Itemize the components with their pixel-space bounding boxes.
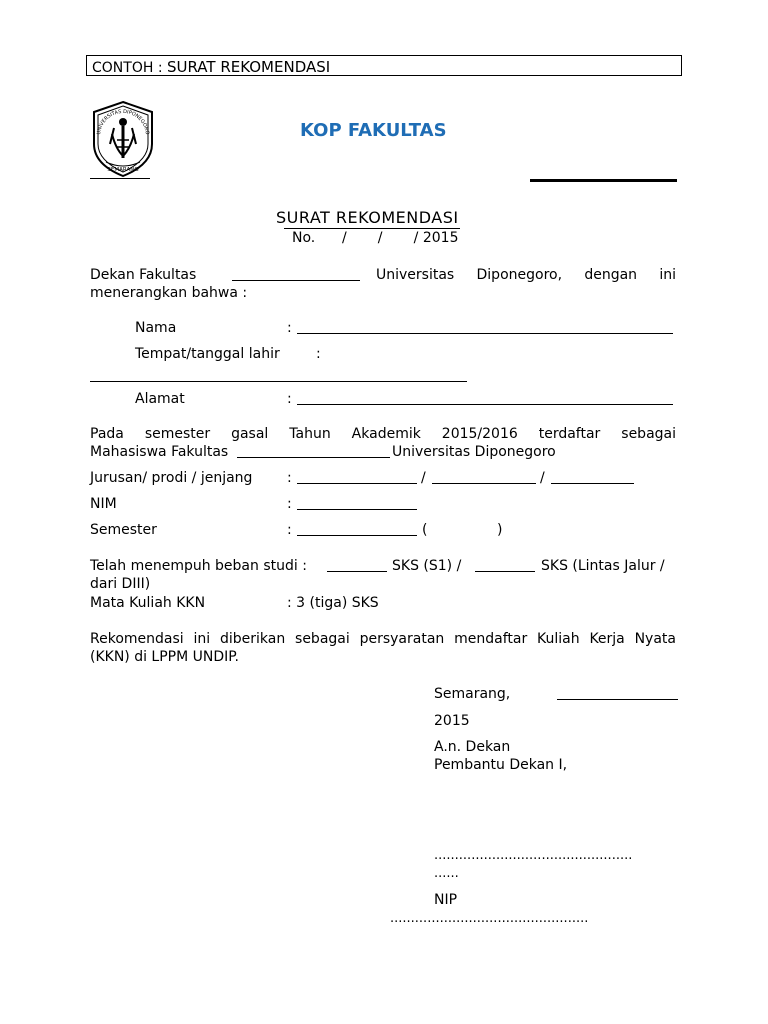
beban-studi-dari-diii: dari DIII): [90, 576, 151, 592]
field-colon: :: [287, 470, 292, 486]
intro-dekan-fakultas: Dekan Fakultas: [90, 267, 197, 283]
field-colon: :: [287, 496, 292, 512]
field-colon: :: [287, 320, 292, 336]
university-logo: [90, 100, 156, 178]
semester-paragraph-mahasiswa: Mahasiswa Fakultas: [90, 444, 229, 460]
letter-title: SURAT REKOMENDASI: [276, 208, 459, 227]
kkn-value: : 3 (tiga) SKS: [287, 595, 379, 611]
field-label-nim: NIM: [90, 496, 117, 512]
jenjang-blank: [551, 472, 634, 484]
nama-blank: [297, 322, 673, 334]
intro-menerangkan: menerangkan bahwa :: [90, 285, 248, 301]
sks-s1-blank: [327, 560, 387, 572]
signature-an-dekan: A.n. Dekan: [434, 739, 511, 755]
field-label-jurusan: Jurusan/ prodi / jenjang: [90, 470, 253, 486]
field-label-alamat: Alamat: [135, 391, 185, 407]
paren-close: ): [497, 522, 503, 538]
semester-blank: [297, 524, 417, 536]
signature-year: 2015: [434, 713, 470, 729]
prodi-blank: [432, 472, 536, 484]
field-colon: :: [316, 346, 321, 362]
field-colon: :: [287, 522, 292, 538]
rekomendasi-paragraph-line1: Rekomendasi ini diberikan sebagai persyaratan mendaftar Kuliah Kerja Nyata: [90, 631, 676, 647]
university-seal-icon: [90, 100, 156, 178]
svg-text:SEMARANG: SEMARANG: [107, 167, 139, 173]
alamat-blank: [297, 393, 673, 405]
field-label-semester: Semester: [90, 522, 157, 538]
beban-studi-sks-lintas: SKS (Lintas Jalur /: [541, 558, 665, 574]
sample-label-title: SURAT REKOMENDASI: [166, 58, 331, 76]
signature-date-blank: [557, 688, 678, 700]
slash: /: [540, 470, 545, 486]
sample-label-box: [86, 55, 682, 76]
semester-paragraph-line1: Pada semester gasal Tahun Akademik 2015/2016 terdaftar sebagai: [90, 426, 676, 442]
beban-studi-sks-s1: SKS (S1) /: [392, 558, 462, 574]
mahasiswa-fakultas-blank: [237, 446, 390, 458]
letter-number: No. / / / 2015: [292, 230, 459, 246]
ttl-blank: [90, 381, 467, 382]
faculty-letterhead-title: KOP FAKULTAS: [300, 120, 447, 141]
signature-name-dots: ................................................: [434, 848, 633, 863]
field-colon: :: [287, 391, 292, 407]
slash: /: [421, 470, 426, 486]
faculty-blank: [232, 269, 360, 281]
sample-label-prefix: CONTOH :: [92, 60, 167, 76]
jurusan-blank: [297, 472, 417, 484]
svg-text:UNIVERSITAS DIPONEGORO: UNIVERSITAS DIPONEGORO: [96, 108, 151, 135]
signature-name-dots-cont: ......: [434, 866, 459, 881]
semester-paragraph-universitas: Universitas Diponegoro: [392, 444, 556, 460]
rekomendasi-paragraph-line2: (KKN) di LPPM UNDIP.: [90, 649, 239, 665]
field-label-ttl: Tempat/tanggal lahir: [135, 346, 280, 362]
letterhead-thin-rule: [90, 178, 150, 179]
letter-title-underline: [284, 228, 460, 229]
beban-studi-label: Telah menempuh beban studi :: [90, 558, 307, 574]
field-label-nama: Nama: [135, 320, 177, 336]
signature-role: Pembantu Dekan I,: [434, 757, 568, 773]
letterhead-thick-rule: [530, 179, 677, 182]
paren-open: (: [422, 522, 428, 538]
kkn-label: Mata Kuliah KKN: [90, 595, 206, 611]
nim-blank: [297, 498, 417, 510]
signature-nip-dots: ................................................: [390, 911, 589, 926]
intro-universitas: Universitas Diponegoro, dengan ini: [376, 267, 676, 283]
signature-nip-label: NIP: [434, 892, 458, 908]
signature-city: Semarang,: [434, 686, 511, 702]
sks-lintas-blank: [475, 560, 535, 572]
